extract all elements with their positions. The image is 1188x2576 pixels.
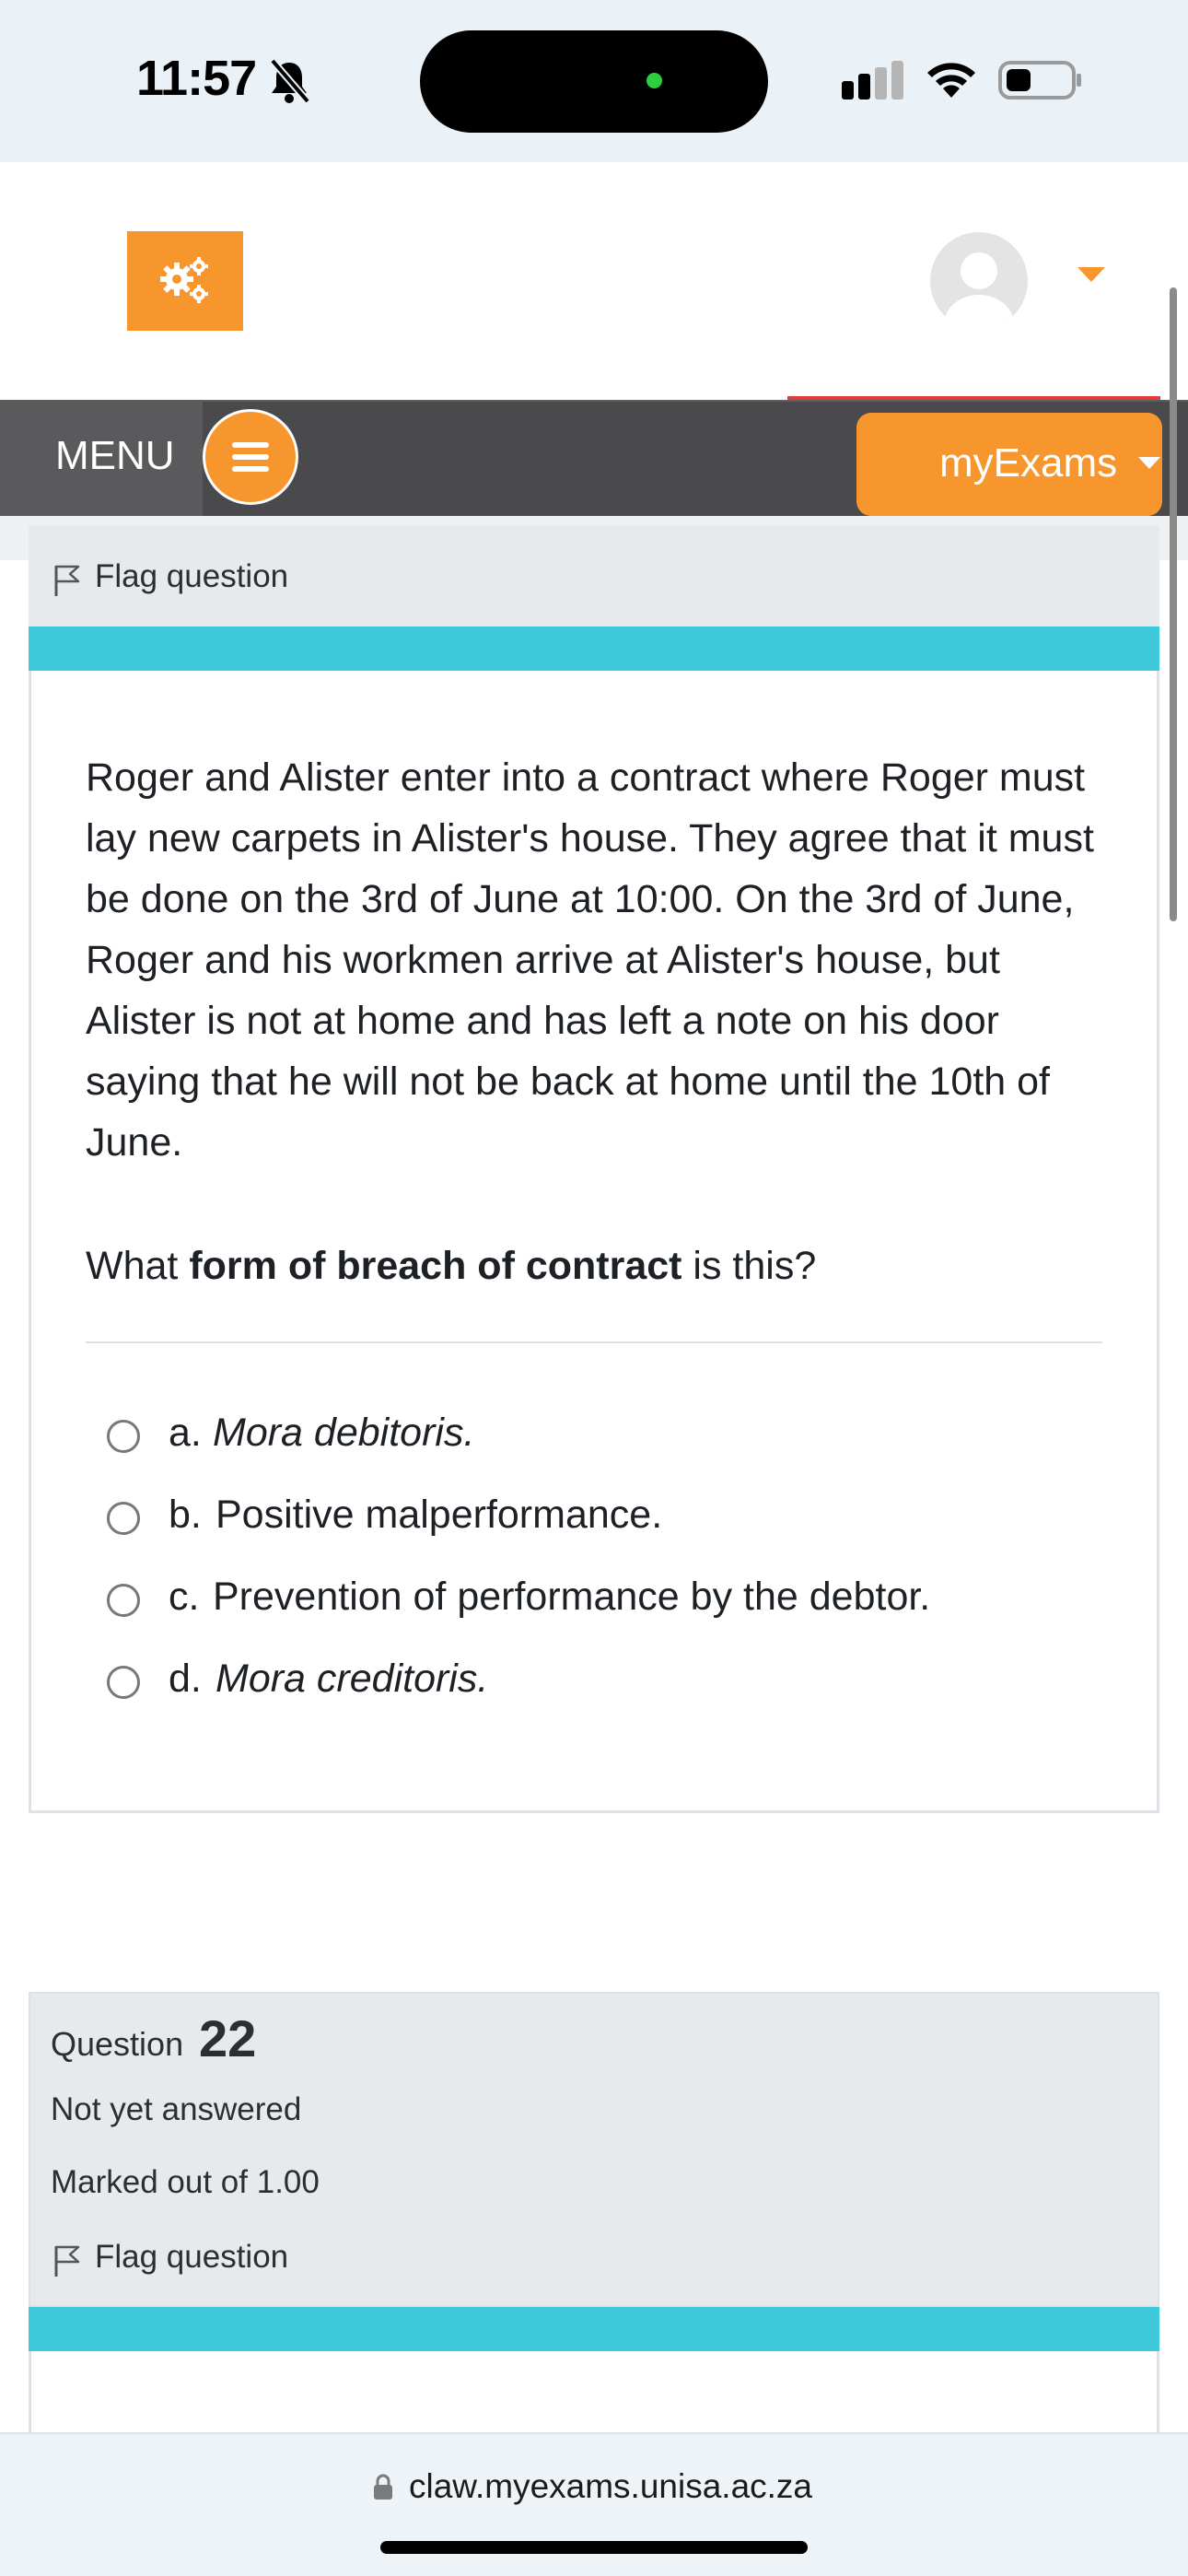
signal-icon	[842, 61, 906, 101]
menu-label[interactable]: MENU	[55, 433, 175, 478]
home-indicator[interactable]	[380, 2541, 808, 2554]
option-letter: b.	[169, 1493, 202, 1537]
option-text[interactable]: Prevention of performance by the debtor.	[213, 1575, 931, 1619]
question-number: 22	[199, 2009, 257, 2067]
prompt-text-end: is this?	[681, 1244, 817, 1288]
question-status: Not yet answered	[51, 2091, 302, 2127]
url-text[interactable]: claw.myexams.unisa.ac.za	[409, 2467, 813, 2505]
option-letter: d.	[169, 1657, 202, 1701]
dynamic-island	[420, 30, 768, 133]
prompt-emphasis: form of breach of contract	[189, 1244, 682, 1288]
radio-button[interactable]	[107, 1584, 140, 1617]
radio-button[interactable]	[107, 1666, 140, 1699]
battery-icon	[998, 59, 1083, 101]
camera-indicator-icon	[646, 73, 662, 88]
prompt-text: What	[86, 1244, 190, 1288]
answer-option-b[interactable]	[107, 1487, 1120, 1551]
question-header-bar	[29, 2307, 1159, 2351]
status-time: 11:57	[136, 51, 257, 106]
option-letter: c.	[169, 1575, 200, 1619]
radio-button[interactable]	[107, 1420, 140, 1453]
bell-slash-icon	[267, 57, 311, 105]
option-text[interactable]: Mora creditoris.	[215, 1657, 489, 1701]
user-menu-caret-icon[interactable]	[1077, 267, 1105, 284]
lock-icon	[372, 2473, 394, 2500]
question-prompt	[86, 1235, 1117, 1296]
wifi-icon	[925, 59, 978, 100]
myexams-label[interactable]: myExams	[939, 440, 1118, 486]
option-text[interactable]: Positive malperformance.	[215, 1493, 663, 1537]
option-letter: a.	[169, 1411, 202, 1455]
flag-question-link[interactable]: Flag question	[95, 558, 289, 594]
question-header-bar	[29, 626, 1159, 671]
option-text[interactable]: Mora debitoris.	[213, 1411, 475, 1455]
question-marks: Marked out of 1.00	[51, 2164, 320, 2200]
answer-option-a[interactable]	[107, 1405, 1120, 1469]
divider	[86, 1341, 1102, 1343]
question-label: Question	[51, 2025, 184, 2063]
answer-option-c[interactable]	[107, 1569, 1120, 1633]
site-logo-gears-icon[interactable]	[127, 231, 243, 331]
radio-button[interactable]	[107, 1502, 140, 1535]
question-text: Roger and Alister enter into a contract where Roger must lay new carpets in Alister's house. They agree that it must be done on the 3rd of June at 10:00. On the 3rd of June, Roger and his workmen arrive at Alister's house, but Alister is not at home and has left a note on his door saying that he will not be back at home until the 10th of June.	[86, 755, 1094, 1165]
hamburger-menu-button[interactable]	[203, 409, 298, 505]
flag-icon[interactable]	[53, 564, 81, 597]
user-avatar-icon[interactable]	[930, 232, 1028, 330]
flag-icon[interactable]	[53, 2244, 81, 2277]
chevron-down-icon[interactable]	[1138, 457, 1160, 470]
page-scrollbar[interactable]	[1170, 287, 1177, 921]
flag-question-link[interactable]: Flag question	[95, 2239, 289, 2275]
answer-option-d[interactable]	[107, 1651, 1120, 1715]
